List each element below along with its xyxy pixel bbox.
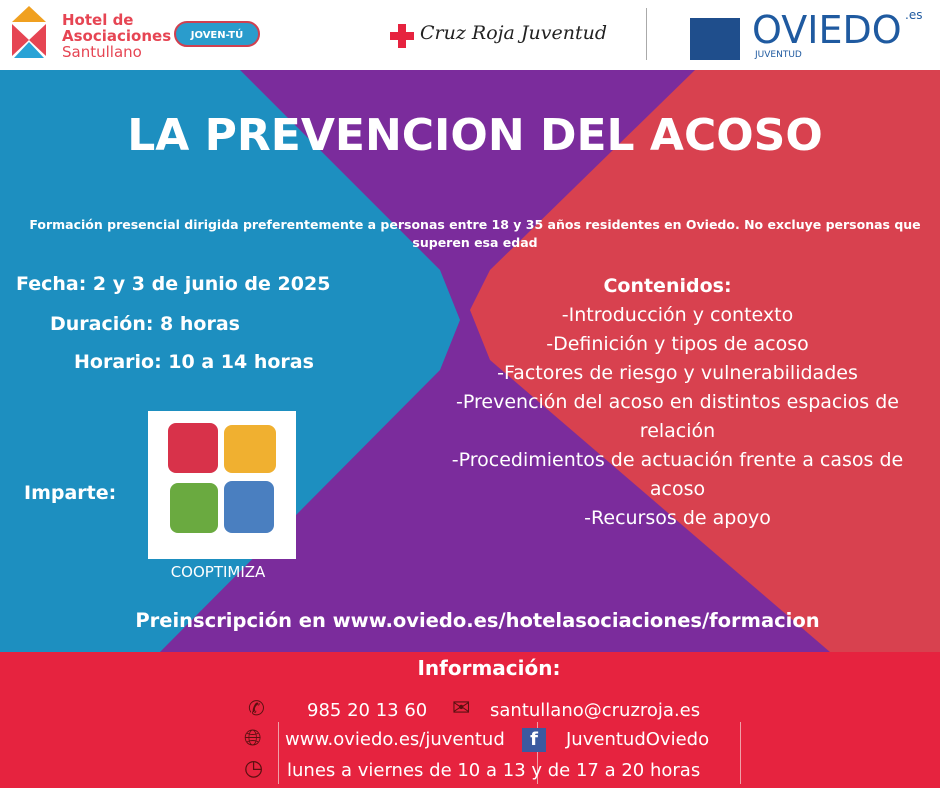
email-icon: ✉ <box>452 696 471 721</box>
preinscripcion-link[interactable]: Preinscripción en www.oviedo.es/hotelasociaciones/formacion <box>135 609 820 632</box>
info-facebook[interactable]: JuventudOviedo <box>566 729 710 750</box>
cruz-roja-logo: Cruz Roja Juventud <box>420 22 608 44</box>
globe-icon: 🌐︎ <box>244 726 262 751</box>
oviedo-logo: OVIEDO <box>752 8 902 52</box>
info-hours: lunes a viernes de 10 a 13 y de 17 a 20 horas <box>287 760 701 781</box>
contenidos <box>440 272 915 533</box>
facebook-icon[interactable]: f <box>522 728 546 752</box>
hotel-name-2: Asociaciones <box>62 27 172 45</box>
contenido-item: -Procedimientos de actuación frente a casos de acoso <box>451 449 904 500</box>
info-email[interactable]: santullano@cruzroja.es <box>490 700 701 721</box>
page-title: LA PREVENCION DEL ACOSO <box>127 110 823 161</box>
puzzle-hands-image <box>148 411 296 559</box>
duracion: Duración: 8 horas <box>50 313 240 335</box>
info-web[interactable]: www.oviedo.es/juventud <box>285 729 505 750</box>
oviedo-shield-icon <box>690 18 740 60</box>
hotel-name-1: Hotel de <box>62 11 134 29</box>
info-phone: 985 20 13 60 <box>307 700 428 721</box>
fecha: Fecha: 2 y 3 de junio de 2025 <box>16 273 331 295</box>
horario: Horario: 10 a 14 horas <box>74 351 314 373</box>
info-heading: Información: <box>417 656 561 680</box>
hotel-logo-icon <box>8 6 50 62</box>
oviedo-es: .es <box>905 8 923 22</box>
clock-icon: ◷ <box>244 756 264 781</box>
hotel-name-3: Santullano <box>62 43 142 61</box>
subtitle: Formación presencial dirigida preferentemente a personas entre 18 y 35 años residentes en Oviedo. No excluye personas que superen esa edad <box>29 217 921 250</box>
contenido-item: -Definición y tipos de acoso <box>546 333 809 355</box>
imparte-label: Imparte: <box>24 482 117 504</box>
oviedo-sub: JUVENTUD <box>755 50 802 60</box>
contenido-item: -Prevención del acoso en distintos espacios de relación <box>456 391 899 442</box>
header <box>0 0 940 72</box>
contenidos-heading: Contenidos: <box>603 275 732 297</box>
contenido-item: -Factores de riesgo y vulnerabilidades <box>497 362 858 384</box>
joven-tu-badge: JOVEN-TÚ <box>174 21 260 47</box>
contenido-item: -Recursos de apoyo <box>584 507 771 529</box>
info-footer <box>0 652 940 788</box>
phone-icon: ✆ <box>248 696 265 720</box>
contenido-item: -Introducción y contexto <box>561 304 794 326</box>
imparte-org: COOPTIMIZA <box>170 563 266 581</box>
